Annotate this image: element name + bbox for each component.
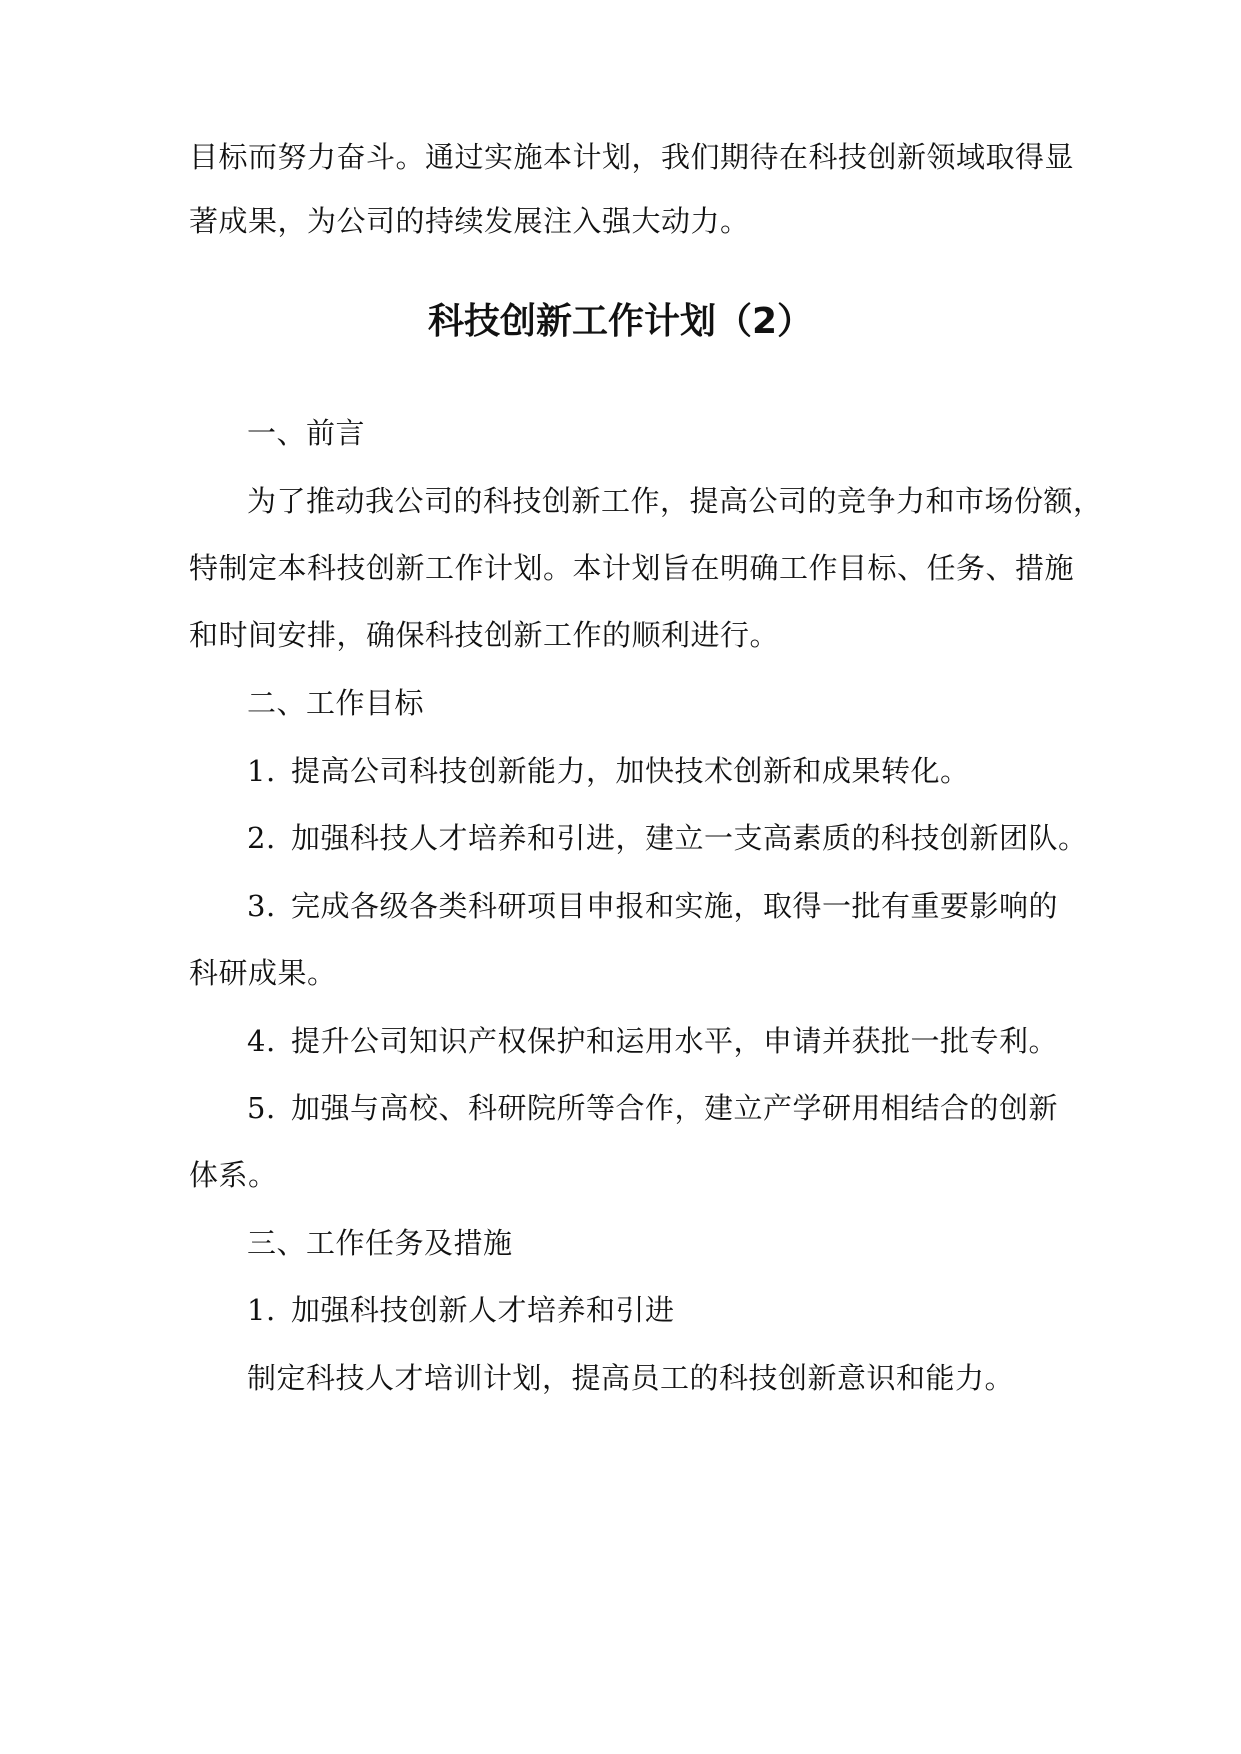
goal-item-number: 2. bbox=[247, 821, 276, 855]
goal-item-number: 3. bbox=[247, 889, 276, 923]
goal-item-text: 加强科技人才培养和引进，建立一支高素质的科技创新团队。 bbox=[291, 821, 1088, 855]
goal-item-4 bbox=[247, 1021, 1127, 1061]
goal-item-text: 加强与高校、科研院所等合作，建立产学研用相结合的创新 bbox=[291, 1091, 1059, 1125]
goal-item-text: 完成各级各类科研项目申报和实施，取得一批有重要影响的 bbox=[291, 889, 1059, 923]
task-paragraph: 制定科技人才培训计划，提高员工的科技创新意识和能力。 bbox=[247, 1361, 1015, 1395]
preface-paragraph-line-2: 特制定本科技创新工作计划。本计划旨在明确工作目标、任务、措施 bbox=[189, 551, 1075, 585]
task-item-1 bbox=[247, 1290, 1127, 1330]
goal-item-number: 4. bbox=[247, 1024, 276, 1058]
intro-line-1: 目标而努力奋斗。通过实施本计划，我们期待在科技创新领域取得显 bbox=[189, 140, 1075, 174]
intro-line-2: 著成果，为公司的持续发展注入强大动力。 bbox=[189, 204, 750, 238]
preface-paragraph-line-1: 为了推动我公司的科技创新工作，提高公司的竞争力和市场份额， bbox=[247, 484, 1103, 518]
goal-item-3-continuation: 科研成果。 bbox=[189, 956, 337, 990]
goal-item-number: 5. bbox=[247, 1091, 276, 1125]
goal-item-5 bbox=[247, 1088, 1127, 1128]
goal-item-1 bbox=[247, 751, 1127, 791]
goal-item-5-continuation: 体系。 bbox=[189, 1158, 278, 1192]
preface-paragraph-line-3: 和时间安排，确保科技创新工作的顺利进行。 bbox=[189, 618, 780, 652]
section-heading-goals: 二、工作目标 bbox=[247, 686, 425, 720]
goal-item-text: 提高公司科技创新能力，加快技术创新和成果转化。 bbox=[291, 754, 970, 788]
task-item-number: 1. bbox=[247, 1293, 276, 1327]
task-item-text: 加强科技创新人才培养和引进 bbox=[291, 1293, 675, 1327]
section-heading-preface: 一、前言 bbox=[247, 416, 366, 450]
goal-item-number: 1. bbox=[247, 754, 276, 788]
section-heading-tasks: 三、工作任务及措施 bbox=[247, 1226, 513, 1260]
goal-item-3 bbox=[247, 886, 1127, 926]
page-title: 科技创新工作计划（2） bbox=[427, 301, 814, 342]
goal-item-2 bbox=[247, 818, 1127, 858]
goal-item-text: 提升公司知识产权保护和运用水平，申请并获批一批专利。 bbox=[291, 1024, 1059, 1058]
